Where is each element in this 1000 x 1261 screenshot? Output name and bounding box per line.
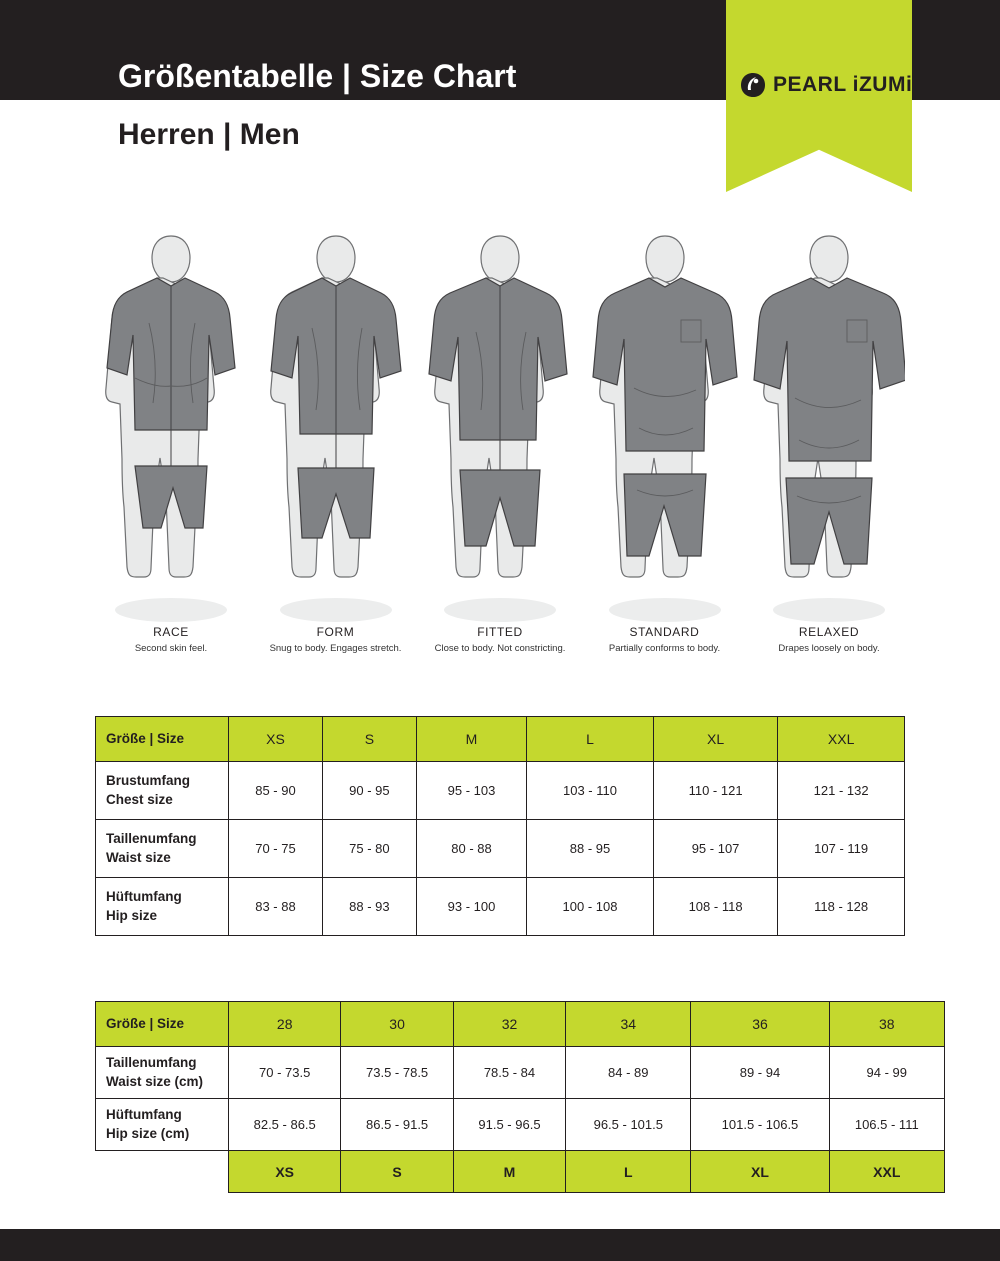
fit-label-form: [260, 625, 412, 670]
table-row: [96, 820, 905, 878]
cell-hip-30: 86.5 - 91.5: [341, 1099, 453, 1151]
cell-waist-34: 84 - 89: [566, 1047, 691, 1099]
brand-word-izumi: iZUMi: [852, 73, 913, 96]
footer-cell-s: S: [341, 1151, 453, 1193]
row-label-de: Taillenumfang: [106, 831, 197, 847]
row-label-chest: [96, 762, 229, 820]
cell-hip-xs: 83 - 88: [229, 878, 323, 936]
cell-chest-s: 90 - 95: [322, 762, 416, 820]
fit-desc: Close to body. Not constricting.: [434, 643, 566, 654]
row-label-de: Taillenumfang: [106, 1055, 197, 1071]
footer-cell-xs: XS: [229, 1151, 341, 1193]
header-cell-s: S: [322, 717, 416, 762]
cell-chest-m: 95 - 103: [416, 762, 526, 820]
row-label-de: Brustumfang: [106, 773, 190, 789]
row-label-en: Waist size (cm): [106, 1073, 204, 1089]
table-header-row: [96, 1002, 945, 1047]
cell-waist-m: 80 - 88: [416, 820, 526, 878]
row-label-de: Hüftumfang: [106, 1107, 182, 1123]
cell-waist-xl: 95 - 107: [653, 820, 777, 878]
cell-hip-38: 106.5 - 111: [829, 1099, 944, 1151]
fit-label-race: [95, 625, 247, 670]
fit-desc: Drapes loosely on body.: [778, 643, 880, 654]
row-label-en: Chest size: [106, 791, 173, 807]
fit-name: RACE: [153, 625, 189, 639]
fit-name: RELAXED: [798, 625, 860, 639]
header-cell-m: M: [416, 717, 526, 762]
fit-labels: [95, 625, 905, 670]
fit-label-fitted: [424, 625, 576, 670]
header-cell-30: 30: [341, 1002, 453, 1047]
cell-waist-30: 73.5 - 78.5: [341, 1047, 453, 1099]
cell-chest-xl: 110 - 121: [653, 762, 777, 820]
table-row: [96, 878, 905, 936]
table-header-row: [96, 717, 905, 762]
cell-waist-32: 78.5 - 84: [453, 1047, 565, 1099]
cell-waist-xxl: 107 - 119: [778, 820, 905, 878]
fit-name: STANDARD: [629, 625, 700, 639]
cell-waist-38: 94 - 99: [829, 1047, 944, 1099]
cell-hip-36: 101.5 - 106.5: [691, 1099, 829, 1151]
figure-fitted: [424, 228, 576, 668]
figure-form: [260, 228, 412, 668]
row-label-waist: [96, 820, 229, 878]
fit-desc: Partially conforms to body.: [608, 643, 721, 654]
cell-waist-l: 88 - 95: [527, 820, 654, 878]
footer-blank-cell: [96, 1151, 229, 1193]
header-cell-28: 28: [229, 1002, 341, 1047]
size-table-numeric: [95, 1001, 945, 1193]
pearl-izumi-logo: [740, 68, 913, 102]
cell-hip-34: 96.5 - 101.5: [566, 1099, 691, 1151]
brand-word-pearl: PEARL: [773, 73, 847, 96]
cell-waist-s: 75 - 80: [322, 820, 416, 878]
brand-wordmark: [773, 73, 912, 97]
table-footer-row: [96, 1151, 945, 1193]
page-title: Größentabelle | Size Chart: [118, 58, 517, 94]
fit-name: FITTED: [477, 625, 523, 639]
size-table-letter: [95, 716, 905, 936]
cell-chest-l: 103 - 110: [527, 762, 654, 820]
cell-hip-32: 91.5 - 96.5: [453, 1099, 565, 1151]
row-label-hip: [96, 878, 229, 936]
header-cell-size: Größe | Size: [96, 1002, 229, 1047]
cell-hip-xxl: 118 - 128: [778, 878, 905, 936]
header-cell-l: L: [527, 717, 654, 762]
cell-waist-36: 89 - 94: [691, 1047, 829, 1099]
header-cell-32: 32: [453, 1002, 565, 1047]
figure-standard: [589, 228, 741, 668]
fit-desc: Second skin feel.: [134, 643, 208, 654]
table-row: [96, 1047, 945, 1099]
footer-cell-m: M: [453, 1151, 565, 1193]
row-label-de: Hüftumfang: [106, 889, 182, 905]
cell-waist-xs: 70 - 75: [229, 820, 323, 878]
header-cell-xs: XS: [229, 717, 323, 762]
cell-hip-s: 88 - 93: [322, 878, 416, 936]
figure-race: [95, 228, 247, 668]
header-cell-38: 38: [829, 1002, 944, 1047]
cell-hip-28: 82.5 - 86.5: [229, 1099, 341, 1151]
figure-relaxed: [753, 228, 905, 668]
table-row: [96, 762, 905, 820]
row-label-en: Hip size (cm): [106, 1125, 190, 1141]
cell-hip-l: 100 - 108: [527, 878, 654, 936]
header-cell-36: 36: [691, 1002, 829, 1047]
fit-desc: Snug to body. Engages stretch.: [269, 643, 402, 654]
footer-cell-l: L: [566, 1151, 691, 1193]
cell-hip-xl: 108 - 118: [653, 878, 777, 936]
footer-cell-xxl: XXL: [829, 1151, 944, 1193]
cell-waist-28: 70 - 73.5: [229, 1047, 341, 1099]
cell-hip-m: 93 - 100: [416, 878, 526, 936]
cell-chest-xxl: 121 - 132: [778, 762, 905, 820]
row-label-waist-cm: [96, 1047, 229, 1099]
bottom-black-band: [0, 1229, 1000, 1261]
header-cell-size: Größe | Size: [96, 717, 229, 762]
page-subtitle: Herren | Men: [118, 118, 300, 151]
cell-chest-xs: 85 - 90: [229, 762, 323, 820]
fit-illustrations: [95, 228, 905, 668]
header-cell-xl: XL: [653, 717, 777, 762]
table-row: [96, 1099, 945, 1151]
row-label-en: Waist size: [106, 849, 171, 865]
header-cell-xxl: XXL: [778, 717, 905, 762]
fit-name: FORM: [316, 625, 355, 639]
row-label-en: Hip size: [106, 907, 158, 923]
fit-label-standard: [589, 625, 741, 670]
fit-label-relaxed: [753, 625, 905, 670]
footer-cell-xl: XL: [691, 1151, 829, 1193]
row-label-hip-cm: [96, 1099, 229, 1151]
pearl-izumi-mark-icon: [740, 72, 766, 98]
header-cell-34: 34: [566, 1002, 691, 1047]
